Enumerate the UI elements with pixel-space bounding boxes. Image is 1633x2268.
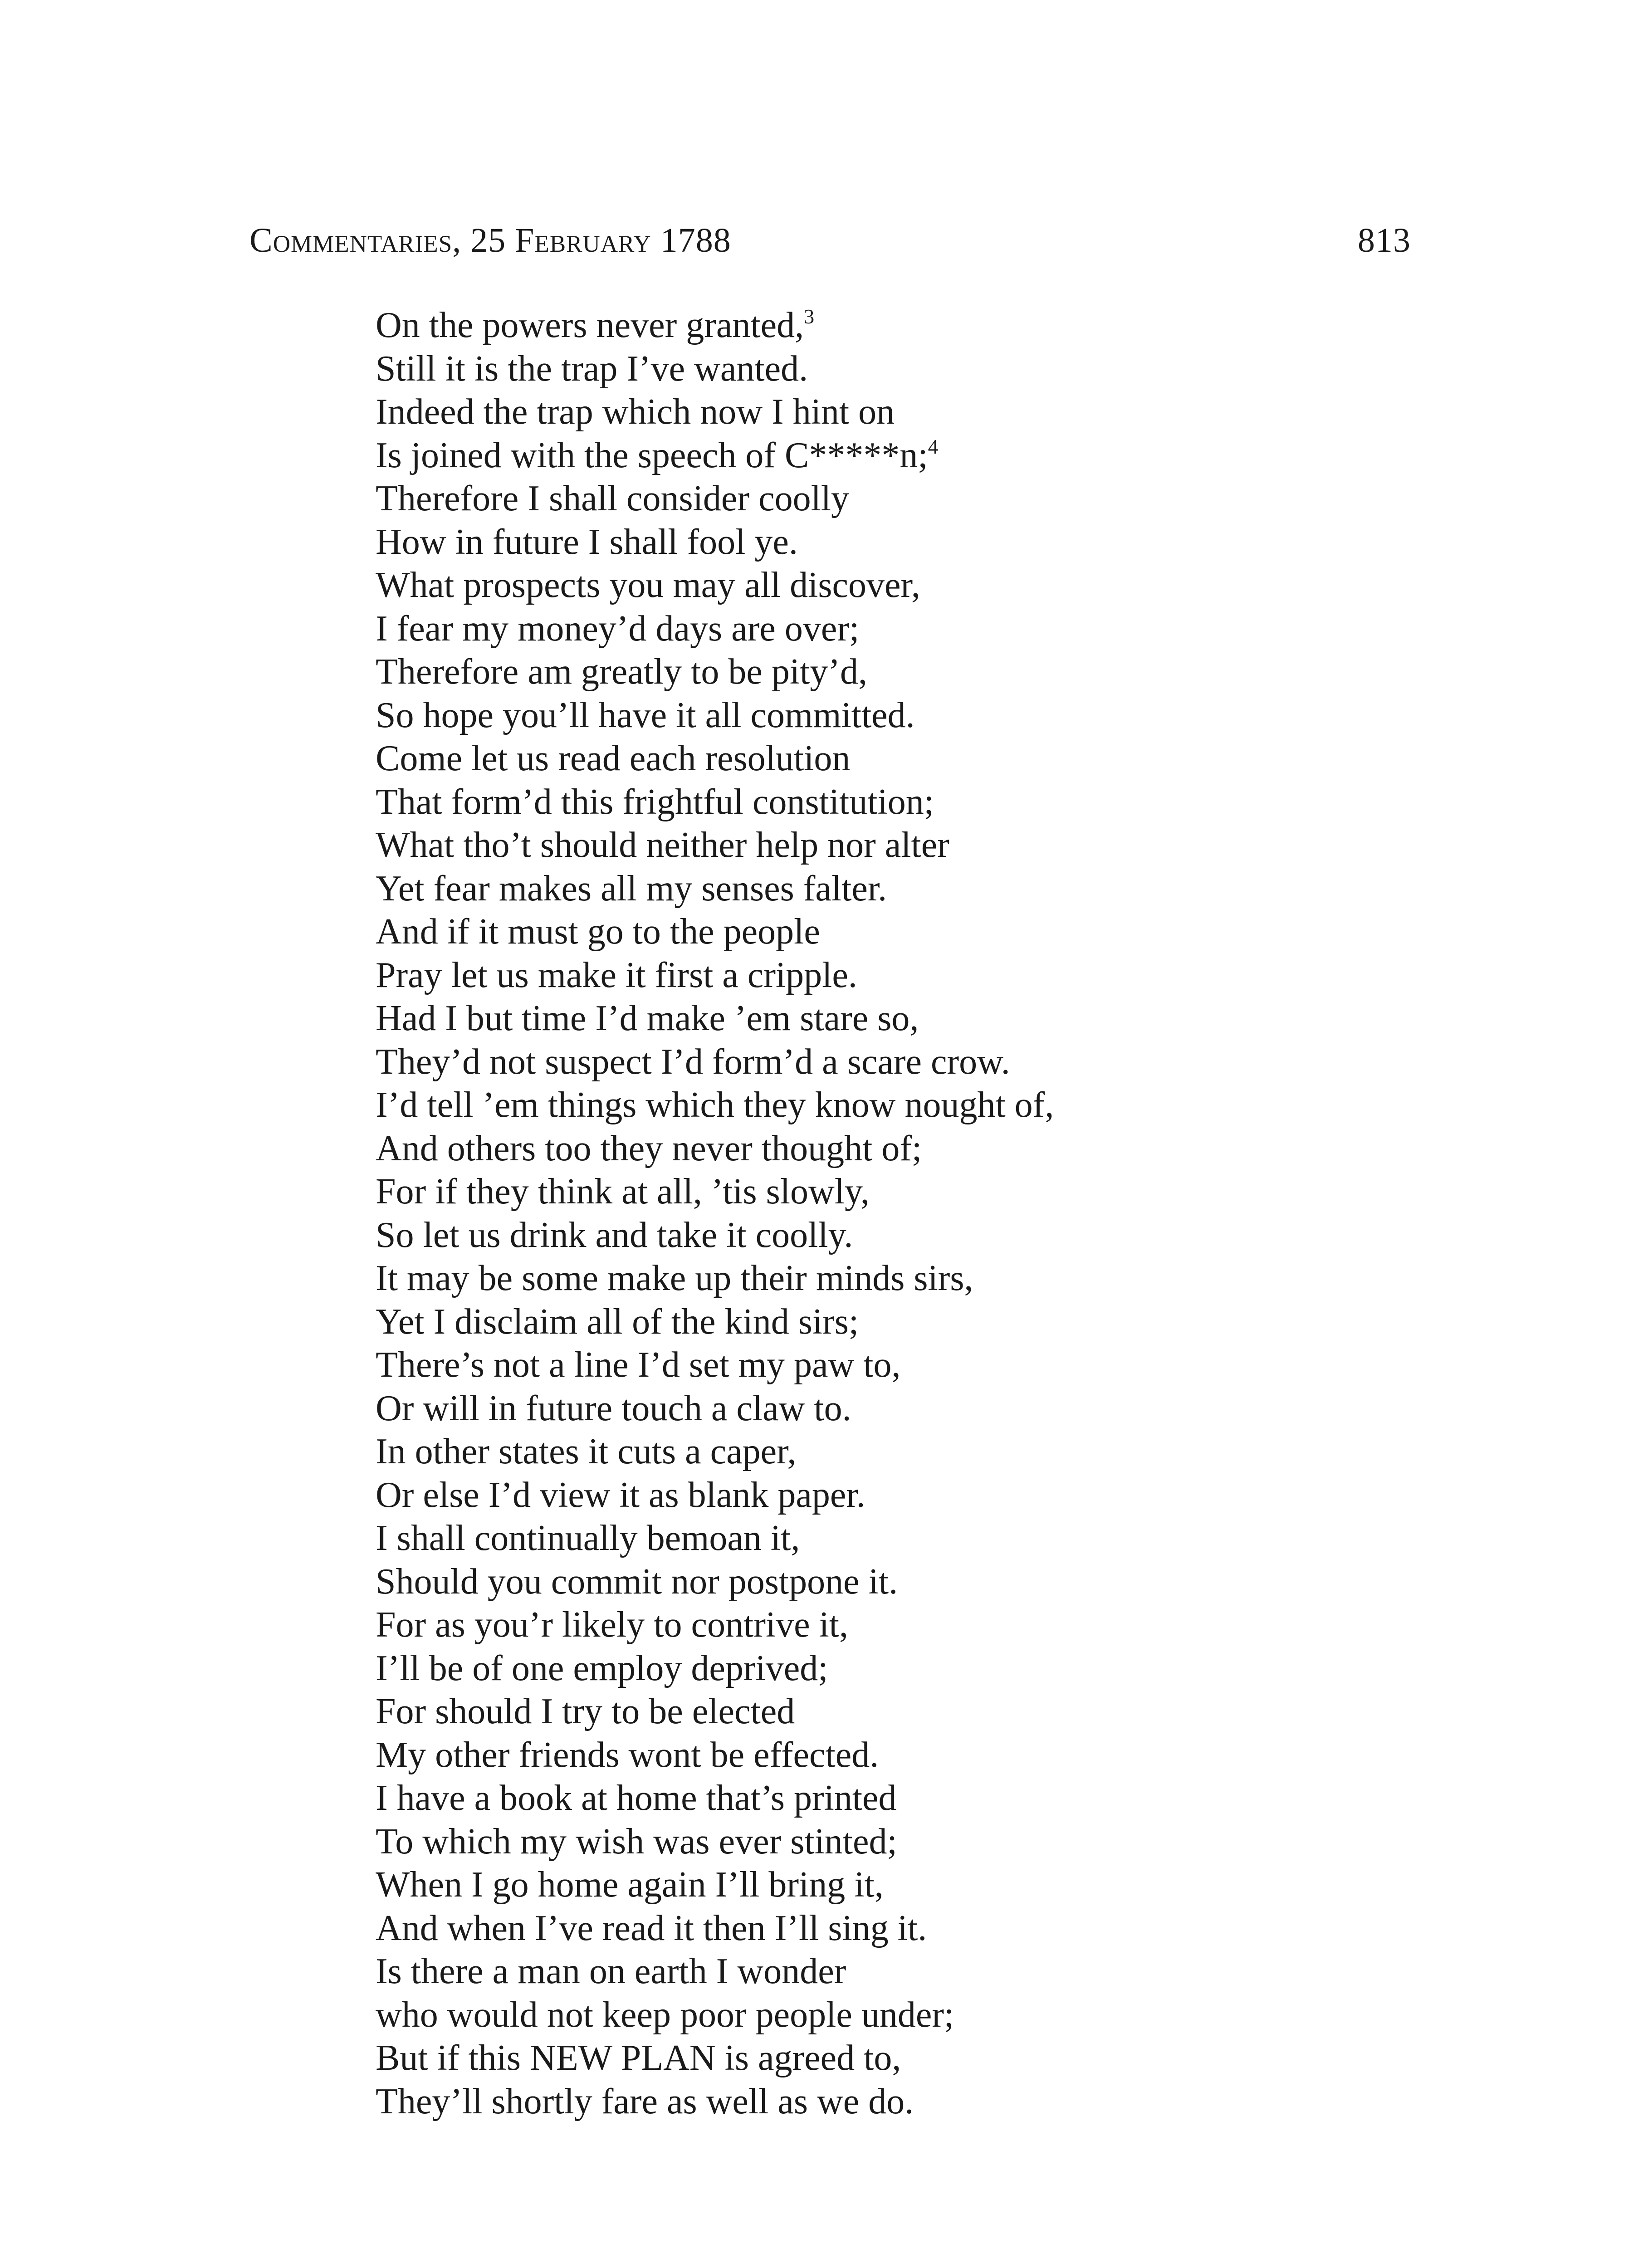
poem-line-text: I shall continually bemoan it, xyxy=(376,1518,800,1558)
poem-line-text: And others too they never thought of; xyxy=(376,1128,922,1168)
poem-line-text: For as you’r likely to contrive it, xyxy=(376,1605,849,1645)
poem-line xyxy=(376,347,1464,391)
poem-line xyxy=(376,521,1464,564)
poem-line-text: What tho’t should neither help nor alter xyxy=(376,825,949,865)
poem-line-text: Or else I’d view it as blank paper. xyxy=(376,1475,865,1515)
poem-line xyxy=(376,1257,1464,1300)
poem-line xyxy=(376,2080,1464,2124)
poem-line xyxy=(376,954,1464,997)
poem-line xyxy=(376,997,1464,1041)
poem-line xyxy=(376,1994,1464,2037)
poem-line xyxy=(376,304,1464,347)
poem-line-text: So let us drink and take it coolly. xyxy=(376,1215,853,1255)
poem-line xyxy=(376,1041,1464,1084)
poem-line-text: On the powers never granted, xyxy=(376,305,804,345)
poem-line-text: Or will in future touch a claw to. xyxy=(376,1388,851,1428)
poem-body xyxy=(376,304,1464,2123)
poem-line xyxy=(376,1170,1464,1214)
running-head-title: Commentaries, 25 February 1788 xyxy=(249,221,731,259)
poem-line xyxy=(376,1300,1464,1344)
poem-line xyxy=(376,1907,1464,1950)
poem-line-text: Come let us read each resolution xyxy=(376,738,851,778)
poem-line xyxy=(376,607,1464,651)
poem-line xyxy=(376,477,1464,521)
poem-line-text: Is there a man on earth I wonder xyxy=(376,1951,846,1991)
poem-line xyxy=(376,737,1464,781)
poem-line-text: To which my wish was ever stinted; xyxy=(376,1821,897,1862)
poem-line xyxy=(376,1344,1464,1387)
poem-line-text: Therefore am greatly to be pity’d, xyxy=(376,652,867,692)
poem-line-text: So hope you’ll have it all committed. xyxy=(376,695,915,735)
poem-line-text: I’ll be of one employ deprived; xyxy=(376,1648,828,1688)
poem-line xyxy=(376,2037,1464,2080)
page-number: 813 xyxy=(1358,221,1411,259)
footnote-marker[interactable]: 4 xyxy=(928,435,939,458)
poem-line-text: It may be some make up their minds sirs, xyxy=(376,1258,973,1298)
poem-line-text: I have a book at home that’s printed xyxy=(376,1778,897,1818)
poem-line-text: Should you commit nor postpone it. xyxy=(376,1561,898,1602)
poem-line-text: And when I’ve read it then I’ll sing it. xyxy=(376,1908,927,1948)
poem-line-text: Yet fear makes all my senses falter. xyxy=(376,868,887,909)
poem-line xyxy=(376,1950,1464,1994)
poem-line xyxy=(376,1127,1464,1171)
poem-line-text: Therefore I shall consider coolly xyxy=(376,479,850,518)
poem-line-text: When I go home again I’ll bring it, xyxy=(376,1865,884,1905)
poem-line-text: Had I but time I’d make ’em stare so, xyxy=(376,998,919,1038)
poem-line xyxy=(376,1214,1464,1257)
poem-line-text: Yet I disclaim all of the kind sirs; xyxy=(376,1301,859,1342)
poem-line xyxy=(376,1474,1464,1517)
poem-line xyxy=(376,1387,1464,1431)
poem-line-text: I fear my money’d days are over; xyxy=(376,608,860,649)
poem-line xyxy=(376,650,1464,694)
poem-line-text: How in future I shall fool ye. xyxy=(376,522,798,562)
poem-line xyxy=(376,781,1464,824)
poem-line xyxy=(376,824,1464,867)
poem-line xyxy=(376,1647,1464,1691)
poem-line xyxy=(376,1777,1464,1820)
poem-line xyxy=(376,1820,1464,1864)
poem-line xyxy=(376,910,1464,954)
poem-line-text: There’s not a line I’d set my paw to, xyxy=(376,1345,901,1385)
poem-line-text: My other friends wont be effected. xyxy=(376,1735,879,1775)
poem-line-text: Indeed the trap which now I hint on xyxy=(376,392,895,432)
poem-line-text: That form’d this frightful constitution; xyxy=(376,782,934,822)
poem-line xyxy=(376,1560,1464,1604)
poem-line-text: who would not keep poor people under; xyxy=(376,1994,954,2035)
running-head xyxy=(249,218,1411,263)
poem-line xyxy=(376,434,1464,478)
poem-line-text: Is joined with the speech of C*****n; xyxy=(376,435,928,475)
poem-line xyxy=(376,1084,1464,1127)
poem-line xyxy=(376,564,1464,607)
poem-line xyxy=(376,1863,1464,1907)
poem-line-text: Pray let us make it first a cripple. xyxy=(376,955,857,995)
poem-line-text: They’d not suspect I’d form’d a scare crow. xyxy=(376,1041,1010,1082)
poem-line-text: And if it must go to the people xyxy=(376,912,820,952)
poem-line xyxy=(376,1603,1464,1647)
poem-line-text: I’d tell ’em things which they know nought of, xyxy=(376,1085,1054,1125)
poem-line-text: In other states it cuts a caper, xyxy=(376,1432,797,1471)
poem-line xyxy=(376,694,1464,738)
poem-line-text: For should I try to be elected xyxy=(376,1691,795,1731)
poem-line-text: For if they think at all, ’tis slowly, xyxy=(376,1172,870,1212)
poem-line-text: What prospects you may all discover, xyxy=(376,565,920,605)
poem-line xyxy=(376,1517,1464,1560)
poem-line xyxy=(376,1690,1464,1734)
poem-line xyxy=(376,867,1464,911)
footnote-marker[interactable]: 3 xyxy=(804,305,815,328)
poem-line xyxy=(376,391,1464,434)
poem-line xyxy=(376,1734,1464,1777)
poem-line-text: Still it is the trap I’ve wanted. xyxy=(376,348,808,389)
poem-line-text: They’ll shortly fare as well as we do. xyxy=(376,2081,914,2121)
poem-line xyxy=(376,1430,1464,1474)
poem-line-text: But if this NEW PLAN is agreed to, xyxy=(376,2038,901,2078)
